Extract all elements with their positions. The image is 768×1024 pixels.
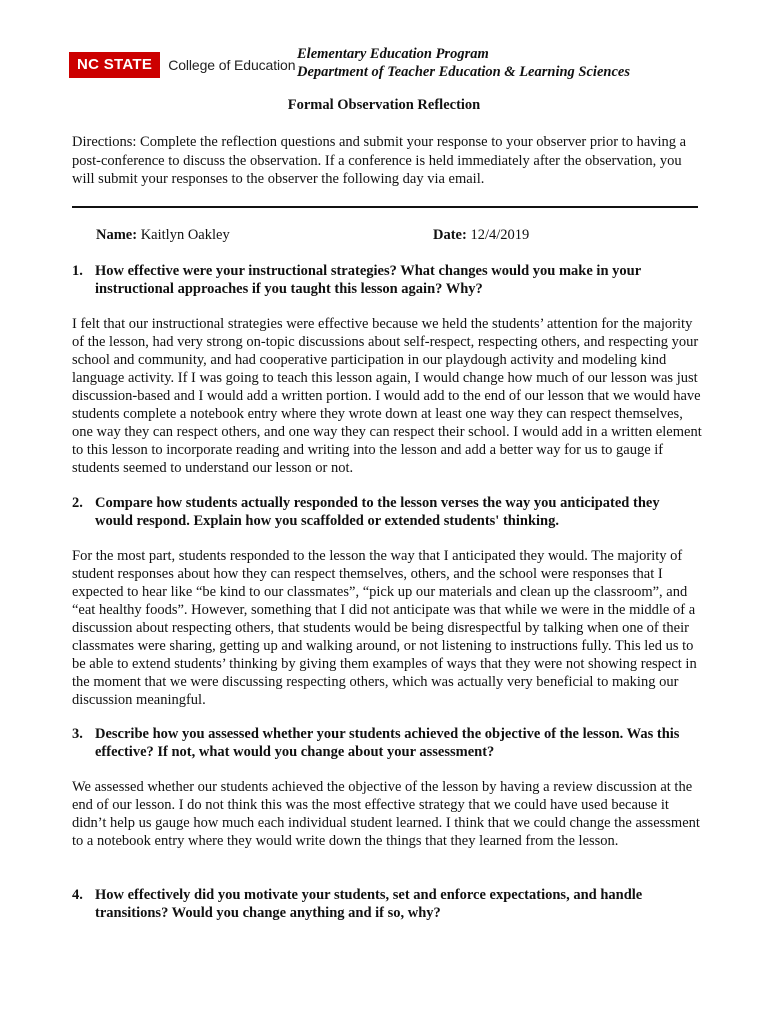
page-title: Formal Observation Reflection — [287, 97, 481, 113]
answer-2: For the most part, students responded to the lesson the way that I anticipated they would. The majority of student responses about how they can respect themselves, others, and the school were responses that I expected to hear like “be kind to our classmates”, “pick up our materials and clean up the classroom”, and “eat healthy foods”. However, something that I did not anticipate was that while we were in the middle of a discussion about respecting others, that students would be being disrespectful by talking when one of their classmates were sharing, getting up and walking around, or not listening to instructions fully. This led us to be able to extend students’ thinking by giving them examples of ways that they were not showing respect in the moment that we were discussing respecting others, which was actually very beneficial to making our discussion meaningful. — [72, 548, 697, 708]
name-label: Name: — [96, 227, 138, 243]
question-number: 2. — [72, 495, 83, 511]
name-value: Kaitlyn Oakley — [140, 227, 230, 243]
date-field — [433, 227, 529, 244]
department-name: Department of Teacher Education & Learning Sciences — [297, 64, 630, 80]
question-number: 3. — [72, 726, 83, 742]
answer-3: We assessed whether our students achieved the objective of the lesson by having a review discussion at the end of our lesson. I do not think this was the most effective strategy that we could have used because it didn’t help us gauge how much each individual student learned. I think that we could change the assessment to a notebook entry where they would write down the things that they learned from the lesson. — [72, 779, 700, 849]
program-name: Elementary Education Program — [297, 46, 489, 62]
question-number: 4. — [72, 887, 83, 903]
date-value: 12/4/2019 — [470, 227, 530, 243]
question-text: Describe how you assessed whether your students achieved the objective of the lesson. Was this effective? If not, what would you change about your assessment? — [95, 726, 680, 760]
question-4 — [72, 886, 698, 922]
program-header — [297, 45, 630, 81]
question-2 — [72, 494, 698, 530]
question-3 — [72, 725, 698, 761]
directions-text: Directions: Complete the reflection questions and submit your response to your observer prior to having a post-conference to discuss the observation. If a conference is held immediately after the observation, you will submit your responses to the observer the following day via email. — [72, 134, 687, 187]
question-1 — [72, 262, 698, 298]
logo-mark: NC STATE — [69, 52, 160, 78]
question-number: 1. — [72, 263, 83, 279]
divider — [72, 206, 698, 208]
name-field — [96, 227, 230, 244]
ncstate-logo — [69, 52, 295, 78]
question-text: How effectively did you motivate your students, set and enforce expectations, and handle transitions? Would you change anything and if so, why? — [95, 887, 643, 921]
logo-text: College of Education — [168, 57, 296, 73]
question-text: How effective were your instructional strategies? What changes would you make in your instructional approaches if you taught this lesson again? Why? — [95, 263, 641, 297]
question-text: Compare how students actually responded to the lesson verses the way you anticipated they would respond. Explain how you scaffolded or extended students' thinking. — [95, 495, 660, 529]
date-label: Date: — [433, 227, 467, 243]
answer-1: I felt that our instructional strategies were effective because we held the students’ attention for the majority of the lesson, had very strong on-topic discussions about self-respect, respecting others, and respecting your school and community, and had cooperative participation in our playdough activity and modeling kind language activity. If I was going to teach this lesson again, I would change how much of our lesson was just discussion-based and I would add a written portion. I would add to the end of our lesson that we would have students complete a notebook entry where they wrote down at least one way they can respect themselves, one way they can respect others, and one way they can respect their school. I would add in a written element to this lesson to incorporate reading and writing into the lesson and add a better way for us to gauge if students seemed to understand our lesson or not. — [72, 316, 702, 476]
